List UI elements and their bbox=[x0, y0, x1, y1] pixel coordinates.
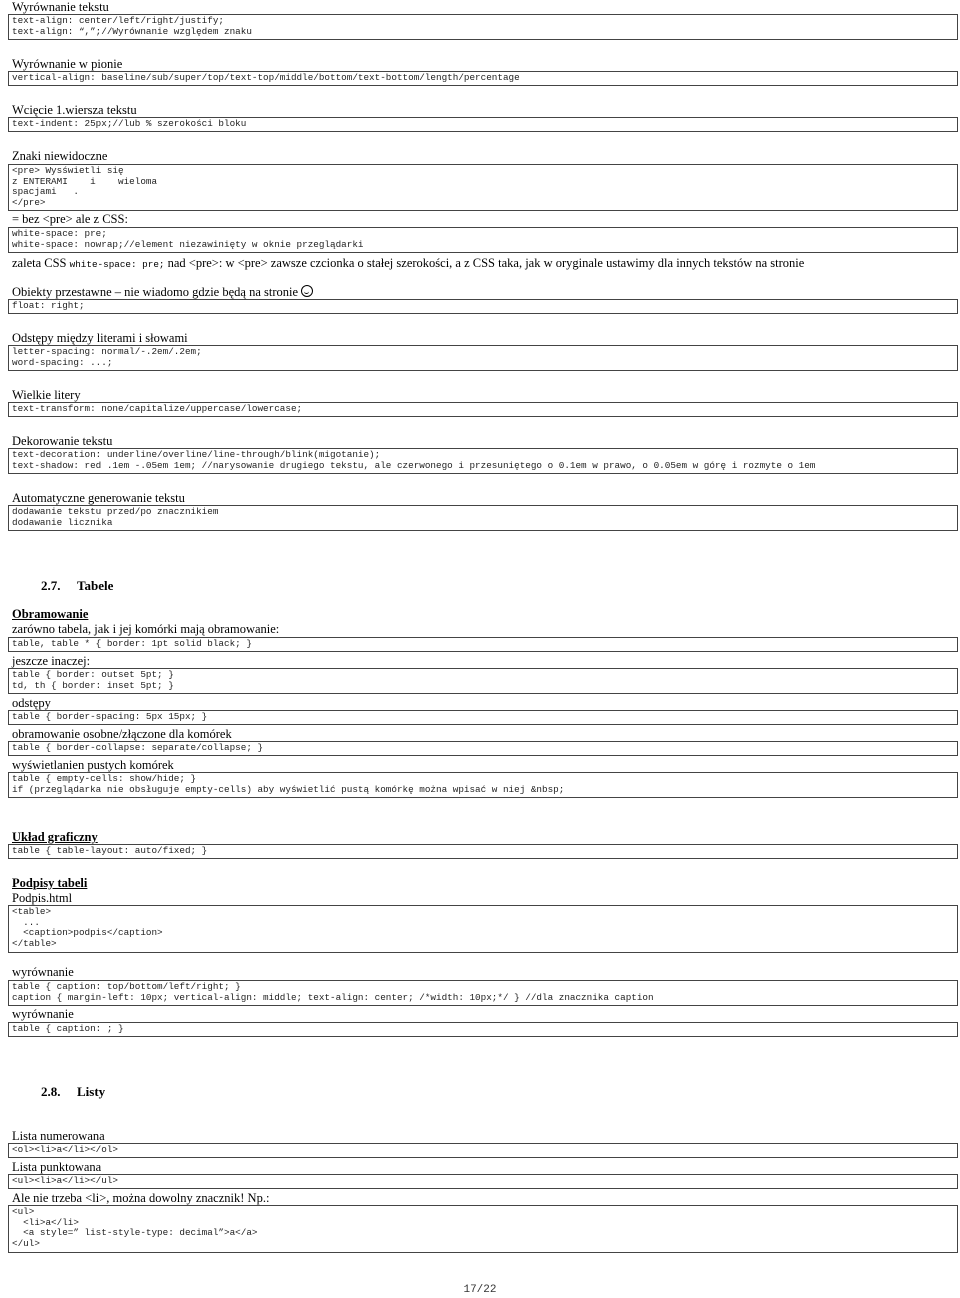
code-block-decoration bbox=[8, 448, 958, 474]
code-block-collapse bbox=[8, 741, 958, 756]
code-line: <ul> bbox=[12, 1207, 35, 1217]
code-block-empty-cells bbox=[8, 772, 958, 798]
code-block-transform bbox=[8, 402, 958, 417]
text-other: jeszcze inaczej: bbox=[12, 654, 91, 668]
code-line: <li>a</li> bbox=[12, 1217, 79, 1228]
code-line: dodawanie licznika bbox=[12, 517, 113, 528]
code-line: vertical-align: baseline/sub/super/top/text-top/middle/bottom/text-bottom/length/percentage bbox=[12, 73, 520, 83]
code-block-spacing bbox=[8, 345, 958, 371]
code-block-caption-empty bbox=[8, 1022, 958, 1037]
section-heading-tables bbox=[41, 578, 113, 594]
code-line: <a style=” list-style-type: decimal”>a</a> bbox=[12, 1228, 258, 1239]
caption-file: Podpis.html bbox=[12, 891, 73, 905]
text-unordered-list: Lista punktowana bbox=[12, 1160, 102, 1174]
code-line: </table> bbox=[12, 939, 57, 950]
code-line: letter-spacing: normal/-.2em/.2em; bbox=[12, 347, 202, 357]
code-block-text-indent bbox=[8, 117, 958, 132]
code-line: white-space: pre; bbox=[12, 229, 107, 239]
code-block-ordered-list bbox=[8, 1143, 958, 1158]
heading-float bbox=[12, 285, 313, 299]
code-line: word-spacing: ...; bbox=[12, 357, 113, 368]
code-line: table { caption: ; } bbox=[12, 1024, 124, 1034]
code-line: spacjami . bbox=[12, 187, 79, 198]
code-line: float: right; bbox=[12, 301, 85, 311]
code-block-border bbox=[8, 637, 958, 652]
text-caption-align: wyrównanie bbox=[12, 965, 74, 979]
code-line: caption { margin-left: 10px; vertical-align: middle; text-align: center; /*width: 10px;*/ } //dla znacznika caption bbox=[12, 992, 654, 1003]
section-title: Listy bbox=[77, 1084, 106, 1099]
code-line: <ol><li>a</li></ol> bbox=[12, 1145, 119, 1155]
code-line: text-decoration: underline/overline/line-through/blink(migotanie); bbox=[12, 450, 381, 460]
section-heading-lists bbox=[41, 1084, 105, 1100]
code-line: <caption>podpis</caption> bbox=[12, 928, 163, 939]
code-line: <ul><li>a</li></ul> bbox=[12, 1176, 119, 1186]
heading-layout: Układ graficzny bbox=[12, 830, 98, 844]
text-any-tag: Ale nie trzeba <li>, można dowolny znacznik! Np.: bbox=[12, 1191, 270, 1205]
code-block-generated bbox=[8, 505, 958, 531]
code-line: table { table-layout: auto/fixed; } bbox=[12, 846, 208, 856]
text-collapse: obramowanie osobne/złączone dla komórek bbox=[12, 727, 232, 741]
heading-text-indent: Wcięcie 1.wiersza tekstu bbox=[12, 103, 137, 117]
code-line: td, th { border: inset 5pt; } bbox=[12, 680, 174, 691]
code-block-white-space bbox=[8, 227, 958, 253]
code-line: text-shadow: red .1em -.05em 1em; //narysowanie drugiego tekstu, ale czerwonego i przesuniętego o 0.1em w prawo, o 0.05em w górę i rozmyte o 1em bbox=[12, 460, 816, 471]
section-number: 2.8. bbox=[41, 1084, 61, 1099]
code-line: z ENTERAMI i wieloma bbox=[12, 176, 158, 187]
heading-spacing: Odstępy między literami i słowami bbox=[12, 331, 188, 345]
code-line: ... bbox=[12, 917, 40, 928]
code-block-float bbox=[8, 299, 958, 314]
heading-whitespace: Znaki niewidoczne bbox=[12, 149, 108, 163]
page-number: 17/22 bbox=[463, 1284, 497, 1296]
code-line: </ul> bbox=[12, 1239, 40, 1250]
code-block-unordered-list bbox=[8, 1174, 958, 1189]
code-block-layout bbox=[8, 844, 958, 859]
code-line: table { caption: top/bottom/left/right; } bbox=[12, 982, 241, 992]
heading-float-text: Obiekty przestawne – nie wiadomo gdzie będą na stronie bbox=[12, 285, 299, 299]
code-line: table { empty-cells: show/hide; } bbox=[12, 774, 197, 784]
code-line: table { border: outset 5pt; } bbox=[12, 670, 174, 680]
heading-border: Obramowanie bbox=[12, 607, 89, 621]
note-suffix: nad <pre>: w <pre> zawsze czcionka o stałej szerokości, a z CSS taka, jak w oryginale ustawimy dla innych tekstów na stronie bbox=[164, 256, 805, 270]
code-line: text-align: “,”;//Wyrównanie względem znaku bbox=[12, 26, 252, 37]
text-ordered-list: Lista numerowana bbox=[12, 1129, 105, 1143]
code-line: table { border-spacing: 5px 15px; } bbox=[12, 712, 208, 722]
code-line: </pre> bbox=[12, 198, 46, 209]
section-number: 2.7. bbox=[41, 578, 61, 593]
code-line: white-space: nowrap;//element niezawinięty w oknie przeglądarki bbox=[12, 239, 364, 250]
text-spacing: odstępy bbox=[12, 696, 51, 710]
text-empty-cells: wyświetlanien pustych komórek bbox=[12, 758, 174, 772]
section-title: Tabele bbox=[77, 578, 114, 593]
text-border: zarówno tabela, jak i jej komórki mają obramowanie: bbox=[12, 622, 280, 636]
heading-transform: Wielkie litery bbox=[12, 388, 81, 402]
text-caption-align-2: wyrównanie bbox=[12, 1007, 74, 1021]
heading-vertical-align: Wyrównanie w pionie bbox=[12, 57, 123, 71]
code-block-text-align bbox=[8, 14, 958, 40]
note-prefix: zaleta CSS bbox=[12, 256, 70, 270]
code-block-vertical-align bbox=[8, 71, 958, 86]
code-block-border-spacing bbox=[8, 710, 958, 725]
code-block-pre bbox=[8, 164, 958, 211]
code-block-caption-align bbox=[8, 980, 958, 1006]
heading-text-align: Wyrównanie tekstu bbox=[12, 0, 109, 14]
note-code: white-space: pre; bbox=[69, 259, 165, 270]
code-line: table { border-collapse: separate/collapse; } bbox=[12, 743, 264, 753]
code-line: text-transform: none/capitalize/uppercase/lowercase; bbox=[12, 404, 303, 414]
heading-caption: Podpisy tabeli bbox=[12, 876, 88, 890]
code-line: text-indent: 25px;//lub % szerokości bloku bbox=[12, 119, 247, 129]
heading-decoration: Dekorowanie tekstu bbox=[12, 434, 113, 448]
code-line: <pre> Wysświetli się bbox=[12, 166, 124, 176]
code-line: table, table * { border: 1pt solid black; } bbox=[12, 639, 252, 649]
whitespace-note bbox=[12, 256, 804, 272]
code-line: if (przeglądarka nie obsługuje empty-cells) aby wyświetlić pustą komórkę można wpisać w niej &nbsp; bbox=[12, 784, 565, 795]
code-block-other bbox=[8, 668, 958, 694]
code-line: text-align: center/left/right/justify; bbox=[12, 16, 225, 26]
code-block-caption bbox=[8, 905, 958, 953]
code-line: <table> bbox=[12, 907, 52, 917]
smiley-icon bbox=[301, 285, 313, 297]
heading-generated: Automatyczne generowanie tekstu bbox=[12, 491, 185, 505]
code-block-any-tag bbox=[8, 1205, 958, 1253]
subheading-css-whitespace: = bez <pre> ale z CSS: bbox=[12, 212, 128, 226]
code-line: dodawanie tekstu przed/po znacznikiem bbox=[12, 507, 219, 517]
